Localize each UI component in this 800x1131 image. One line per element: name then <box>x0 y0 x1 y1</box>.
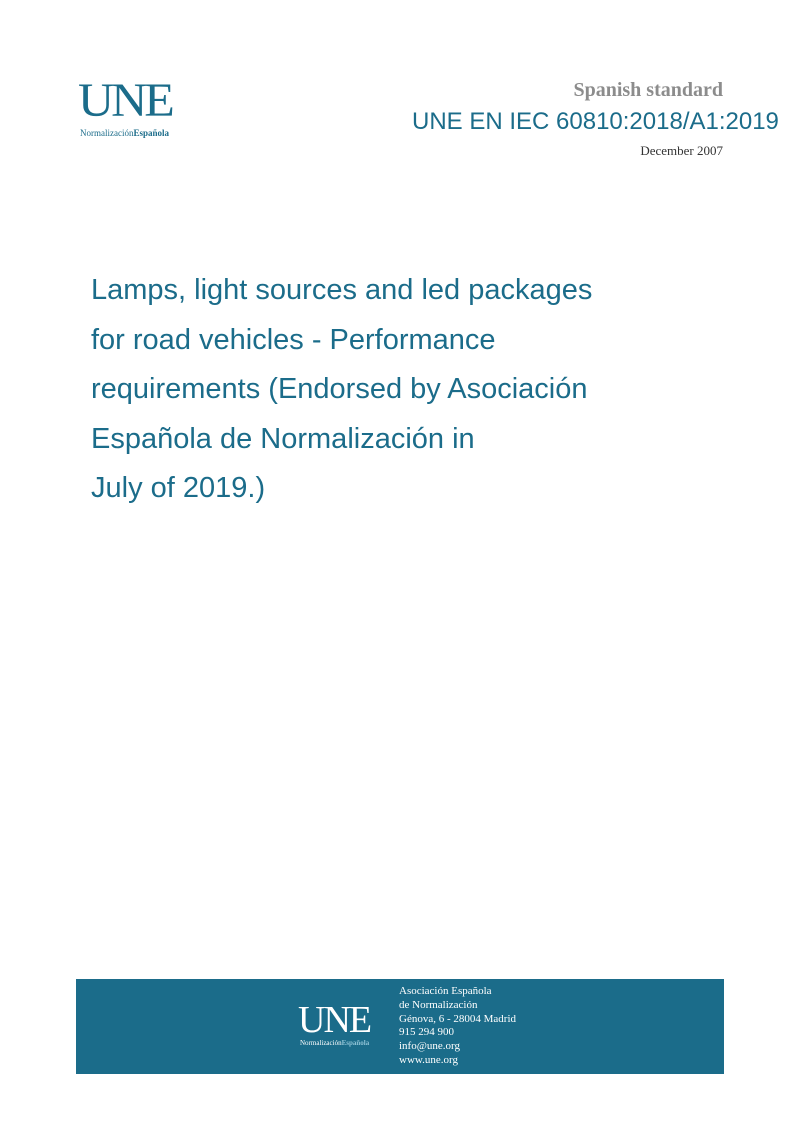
une-logo <box>78 73 198 146</box>
footer-logo-tag-normalizacion: Normalización <box>300 1039 342 1047</box>
title-line: Lamps, light sources and led packages <box>91 274 593 306</box>
title-line: July of 2019.) <box>91 472 266 504</box>
footer-logo-tagline <box>300 1039 369 1047</box>
title-line: requirements (Endorsed by Asociación <box>91 373 588 405</box>
footer-une-logo <box>298 1001 388 1053</box>
footer-banner <box>76 979 724 1074</box>
title-line: for road vehicles - Performance <box>91 323 496 356</box>
logo-wordmark: UNE <box>78 73 172 127</box>
footer-org-name-2: de Normalización <box>399 998 478 1011</box>
document-title <box>91 266 691 514</box>
logo-tagline <box>80 128 169 138</box>
footer-address: Génova, 6 - 28004 Madrid <box>399 1012 517 1025</box>
footer-email[interactable]: info@une.org <box>399 1040 460 1053</box>
footer-phone: 915 294 900 <box>399 1026 454 1039</box>
title-line: Española de Normalización in <box>91 422 475 455</box>
footer-org-name: Asociación Española <box>399 985 492 997</box>
footer-website[interactable]: www.une.org <box>399 1053 458 1066</box>
footer-logo-tag-espanola: Española <box>341 1039 370 1047</box>
footer-logo-wordmark: UNE <box>298 999 371 1041</box>
standard-date: December 2007 <box>640 143 723 158</box>
footer-contact <box>399 985 516 1068</box>
logo-tag-normalizacion: Normalización <box>80 128 134 138</box>
standard-code: UNE EN IEC 60810:2018/A1:2019 <box>412 108 779 135</box>
logo-tag-espanola: Española <box>133 128 170 138</box>
standard-kind: Spanish standard <box>573 79 723 101</box>
